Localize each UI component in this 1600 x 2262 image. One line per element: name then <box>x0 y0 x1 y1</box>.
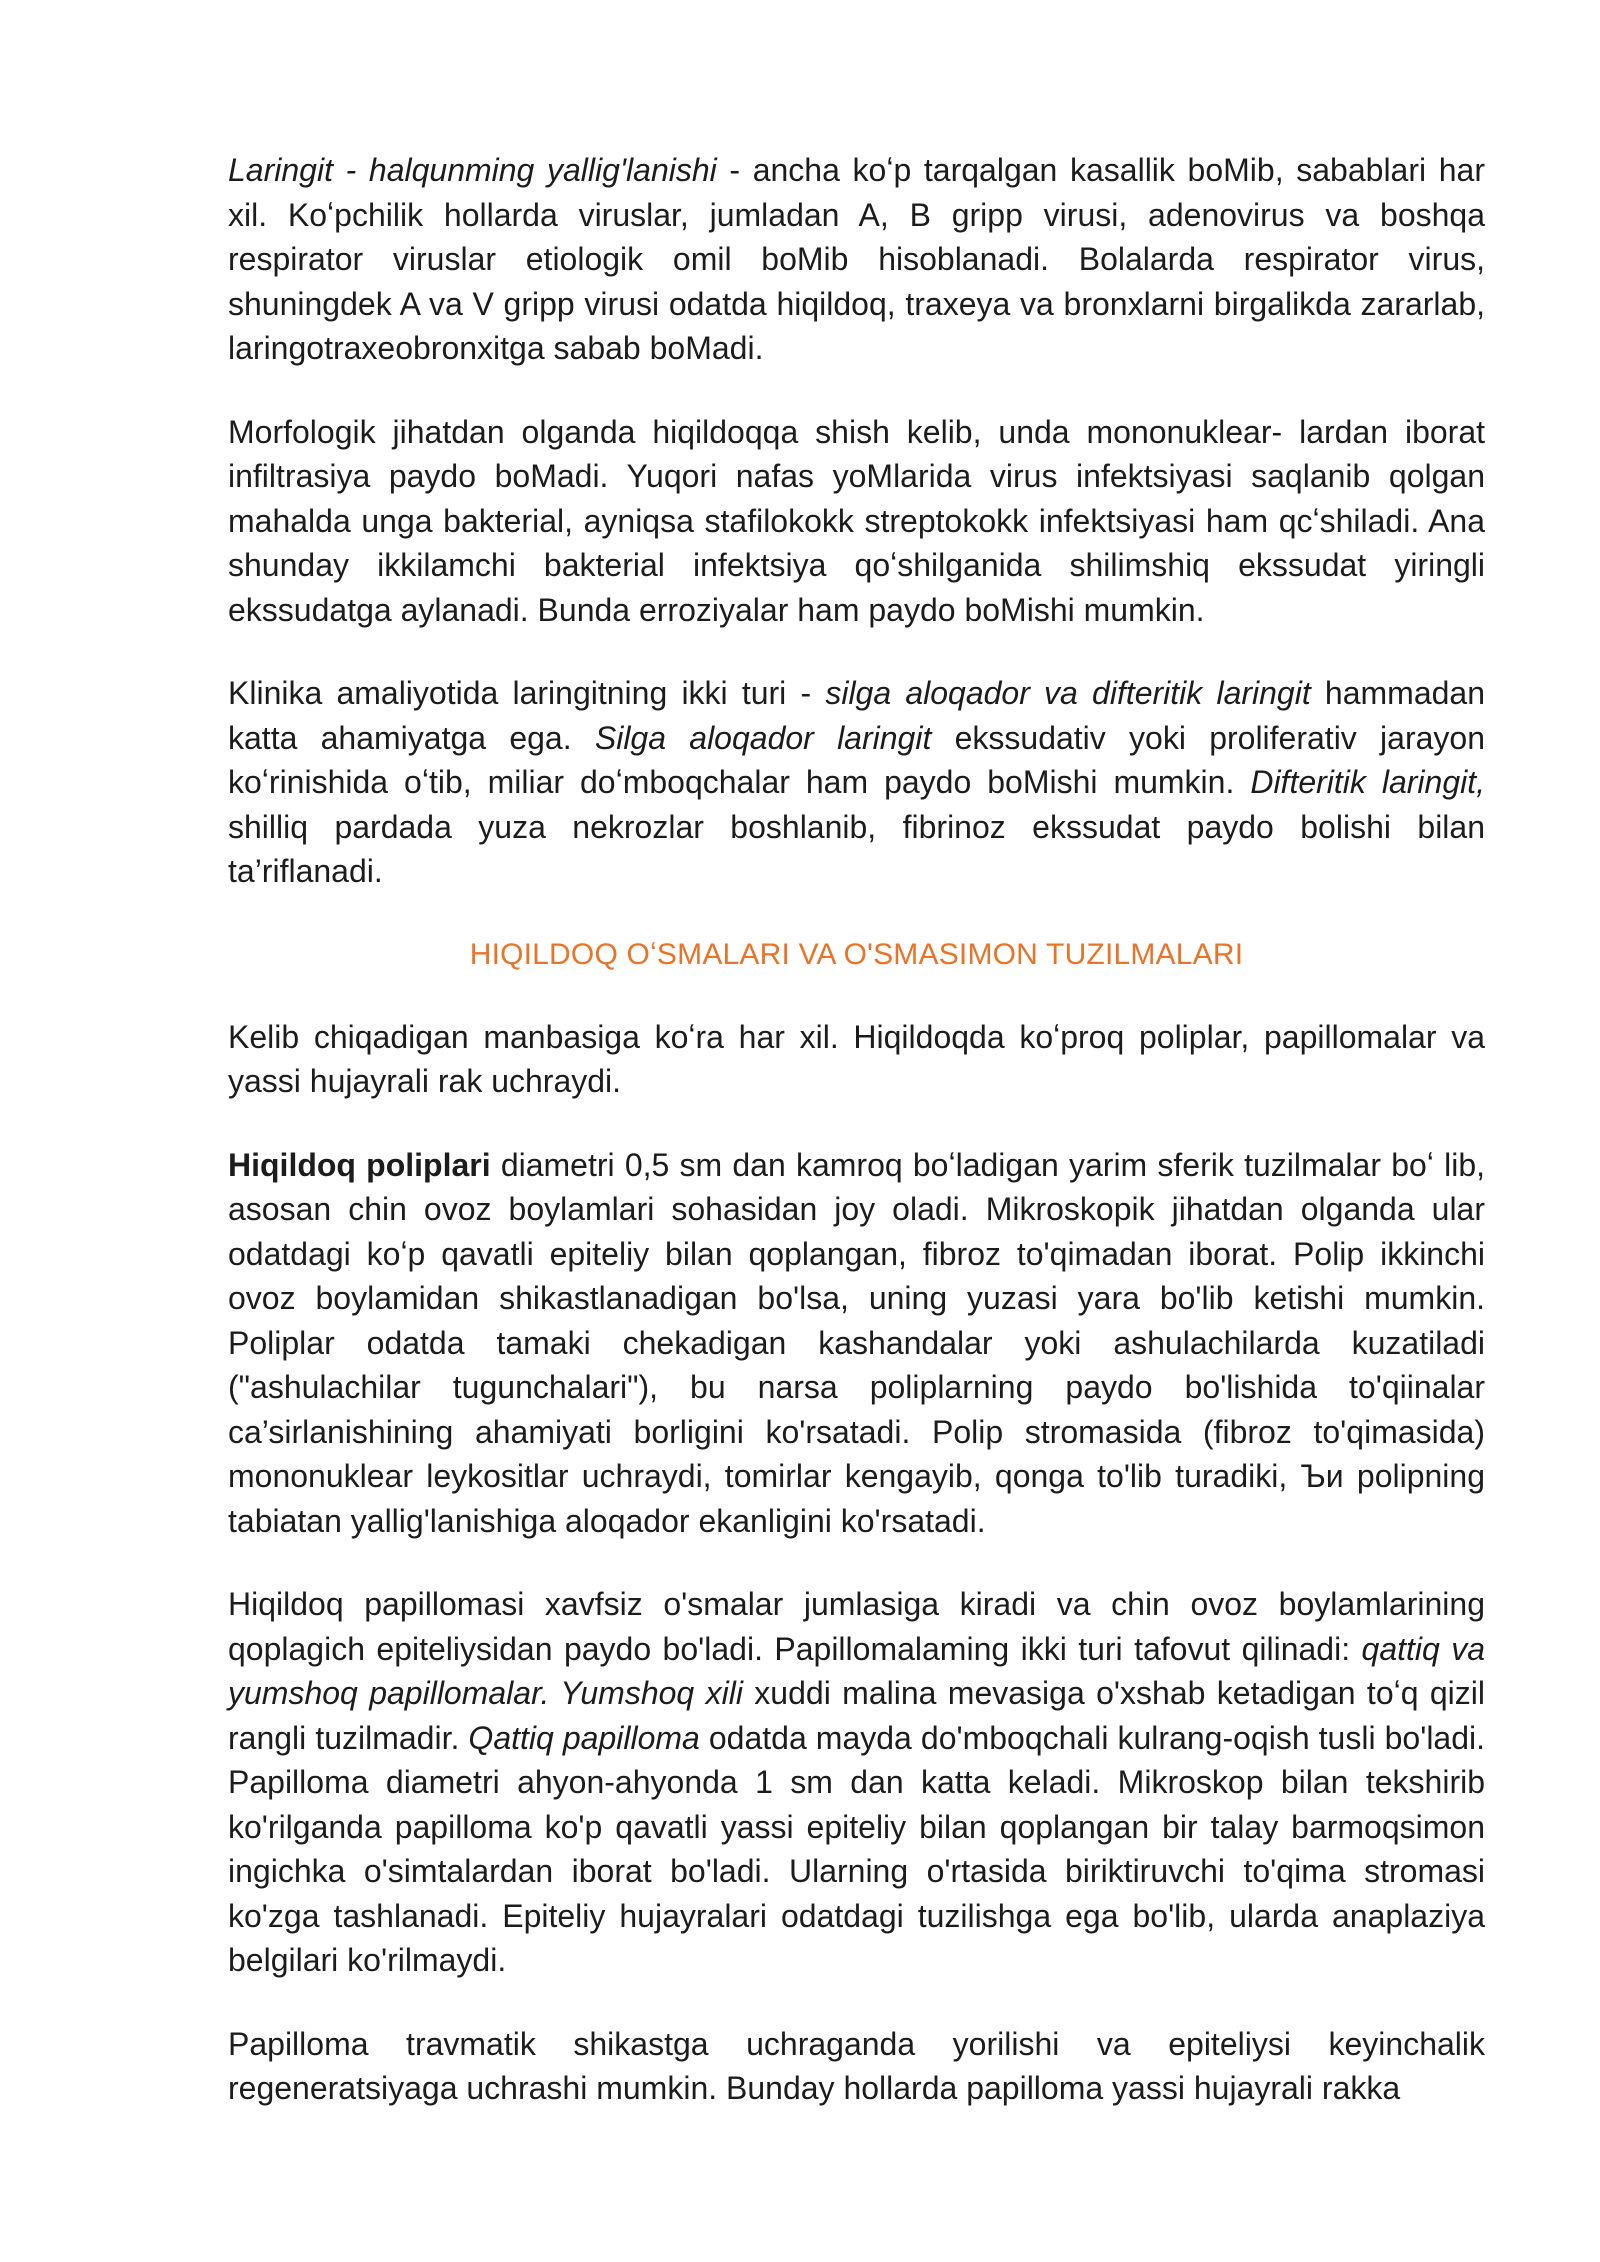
text-segment: ekssudativ yoki proliferativ jarayon koʻrinishida oʻtib, miliar doʻmboqchalar ham paydo boMishi mumkin. <box>228 719 1486 800</box>
text-segment: diametri 0,5 sm dan kamroq boʻladigan yarim sferik tuzilmalar boʻ lib, asosan chin ovoz boylamlari sohasidan joy oladi. Mikroskopik jihatdan olganda ular odatdagi koʻp qavatli epiteliy bilan qoplangan, fibroz to'qimadan iborat. Polip ikkinchi ovoz boylamidan shikastlanadigan bo'lsa, uning yuzasi yara bo'lib ketishi mumkin. Poliplar odatda tamaki chekadigan kashandalar yoki ashulachilarda kuzatiladi ("ashulachilar tugunchalari"), bu narsa poliplarning paydo bo'lishida to'qiinalar ca’sirlanishining ahamiyati borligini ko'rsatadi. Polip stromasida (fibroz to'qimasida) mononuklear leykositlar uchraydi, tomirlar kengayib, qonga to'lib turadiki, Ъи polipning tabiatan yallig'lanishiga aloqador ekanligini ko'rsatadi. <box>228 1146 1486 1539</box>
section-heading: HIQILDOQ OʻSMALARI VA O'SMASIMON TUZILMALARI <box>469 937 1244 971</box>
text-segment: Morfologik jihatdan olganda hiqildoqqa shish kelib, unda mononuklear- lardan iborat infiltrasiya paydo boMadi. Yuqori nafas yoMlarida virus infektsiyasi saqlanib qolgan mahalda unga bakterial, ayniqsa stafilokokk streptokokk infektsiyasi ham qcʻshiladi. Ana shunday ikkilamchi bakterial infektsiya qoʻshilganida shilimshiq ekssudat yiringli ekssudatga aylanadi. Bunda erroziyalar ham paydo boMishi mumkin. <box>228 413 1485 628</box>
text-segment: qattiq va yumshoq papillomalar. Yumshoq xili <box>228 1630 1486 1711</box>
text-segment: odatda mayda do'mboqchali kulrang-oqish tusli bo'ladi. Papilloma diametri ahyon-ahyonda 1 sm dan katta keladi. Mikroskop bilan tekshirib ko'rilganda papilloma ko'p qavatli yassi epiteliy bilan qoplangan bir talay barmoqsimon ingichka o'simtalardan iborat bo'ladi. Ularning o'rtasida biriktiruvchi to'qima stromasi ko'zga tashlanadi. Epiteliy hujayralari odatdagi tuzilishga ega bo'lib, ularda anaplaziya belgilari ko'rilmaydi. <box>228 1719 1486 1978</box>
text-segment: xuddi malina mevasiga o'xshab ketadigan toʻq qizil rangli tuzilmadir. <box>228 1675 1486 1756</box>
text-segment: Papilloma travmatik shikastga uchraganda yorilishi va epiteliysi keyinchalik regeneratsiyaga uchrashi mumkin. Bunday hollarda papilloma yassi hujayrali rakka <box>228 2025 1485 2106</box>
text-segment: Klinika amaliyotida laringitning ikki turi - <box>228 675 826 711</box>
text-segment: Difteritik laringit, <box>1250 764 1486 800</box>
text-segment: shilliq pardada yuza nekrozlar boshlanib, fibrinoz ekssudat paydo bolishi bilan ta’riflanadi. <box>228 808 1485 889</box>
paragraph-papilloma <box>228 1582 1485 1983</box>
text-segment: Hiqildoq papillomasi xavfsiz o'smalar jumlasiga kiradi va chin ovoz boylamlarining qoplagich epiteliysidan paydo bo'ladi. Papillomalaming ikki turi tafovut qilinadi: <box>228 1586 1485 1667</box>
text-segment: silga aloqador va difteritik laringit <box>825 675 1311 711</box>
text-segment: Silga aloqador laringit <box>594 719 932 756</box>
text-segment: Laringit - halqunming yallig'lanishi <box>228 152 717 188</box>
paragraph-travmatik <box>228 2022 1485 2111</box>
document-page <box>228 148 1485 2150</box>
bold-term: Hiqildoq poliplari <box>228 1146 491 1183</box>
text-segment: hammadan katta ahamiyatga ega. <box>228 675 1486 756</box>
paragraph-laringit-intro <box>228 148 1485 371</box>
text-segment: Kelib chiqadigan manbasiga koʻra har xil. Hiqildoqda koʻproq poliplar, papillomalar va yassi hujayrali rak uchraydi. <box>228 1018 1485 1099</box>
paragraph-poliplar <box>228 1143 1485 1544</box>
paragraph-morfologik <box>228 410 1485 633</box>
text-segment: Qattiq papilloma <box>468 1719 700 1756</box>
text-segment: - ancha koʻp tarqalgan kasallik boMib, sabablari har xil. Koʻpchilik hollarda viruslar, jumladan A, B gripp virusi, adenovirus va boshqa respirator viruslar etiologik omil boMib hisoblanadi. Bolalarda respirator virus, shuningdek A va V gripp virusi odatda hiqildoq, traxeya va bronxlarni birgalikda zararlab, laringotraxeobronxitga sabab boMadi. <box>228 152 1486 366</box>
paragraph-klinika <box>228 671 1485 894</box>
paragraph-kelib <box>228 1015 1485 1104</box>
